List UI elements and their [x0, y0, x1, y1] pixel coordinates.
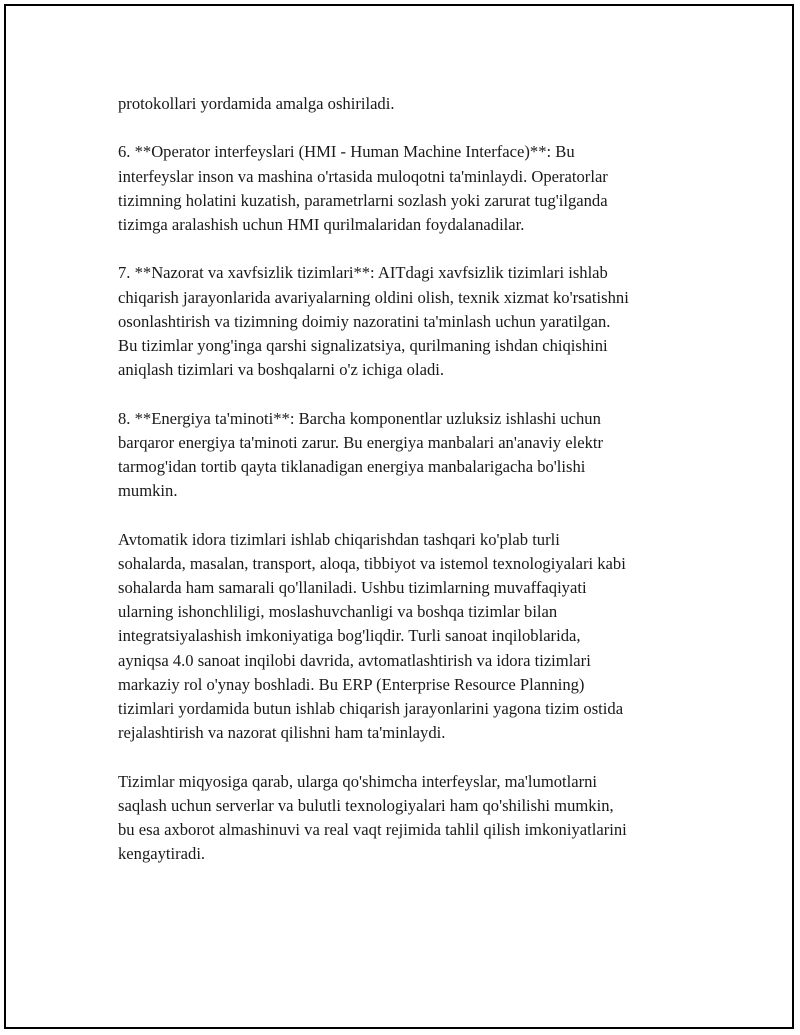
document-body [118, 92, 690, 891]
paragraph-scaling [118, 770, 690, 867]
text-line: tarmog'idan tortib qayta tiklanadigan energiya manbalarigacha bo'lishi [118, 457, 586, 476]
text-line: saqlash uchun serverlar va bulutli texnologiyalari ham qo'shilishi mumkin, [118, 795, 614, 815]
text-line: mumkin. [118, 481, 178, 501]
paragraph-operator-interfaces [118, 140, 690, 237]
paragraph-safety-systems [118, 261, 690, 382]
text-line: chiqarish jarayonlarida avariyalarning oldini olish, texnik xizmat ko'rsatishni [118, 287, 629, 307]
text-line: integratsiyalashish imkoniyatiga bog'liqdir. Turli sanoat inqiloblarida, [118, 626, 581, 646]
text-line: markaziy rol o'ynay boshladi. Bu ERP (Enterprise Resource Planning) [118, 674, 585, 694]
text-line: 7. **Nazorat va xavfsizlik tizimlari**: AITdagi xavfsizlik tizimlari ishlab [118, 263, 608, 283]
text-line: osonlashtirish va tizimning doimiy nazoratini ta'minlash uchun yaratilgan. [118, 311, 611, 331]
text-line: rejalashtirish va nazorat qilishni ham ta'minlaydi. [118, 723, 446, 743]
text-line: protokollari yordamida amalga oshiriladi. [118, 94, 395, 113]
text-line: Avtomatik idora tizimlari ishlab chiqarishdan tashqari ko'plab turli [118, 529, 560, 549]
text-line: 8. **Energiya ta'minoti**: Barcha komponentlar uzluksiz ishlashi uchun [118, 408, 601, 428]
text-line: kengaytiradi. [118, 844, 206, 864]
text-line: 6. **Operator interfeyslari (HMI - Human Machine Interface)**: Bu [118, 142, 575, 162]
text-line: aniqlash tizimlari va boshqalarni o'z ichiga oladi. [118, 360, 445, 380]
paragraph-continuation [118, 92, 690, 116]
text-line: sohalarda ham samarali qo'llaniladi. Ushbu tizimlarning muvaffaqiyati [118, 578, 587, 597]
text-line: tizimlari yordamida butun ishlab chiqarish jarayonlarini yagona tizim ostida [118, 699, 624, 719]
text-line: Bu tizimlar yong'inga qarshi signalizatsiya, qurilmaning ishdan chiqishini [118, 336, 608, 355]
text-line: sohalarda, masalan, transport, aloqa, tibbiyot va istemol texnologiyalari kabi [118, 553, 626, 573]
text-line: interfeyslar inson va mashina o'rtasida muloqotni ta'minlaydi. Operatorlar [118, 166, 608, 186]
text-line: tizimga aralashish uchun HMI qurilmalaridan foydalanadilar. [118, 215, 525, 234]
paragraph-applications [118, 528, 690, 746]
text-line: ularning ishonchliligi, moslashuvchanligi va boshqa tizimlar bilan [118, 602, 558, 622]
text-line: tizimning holatini kuzatish, parametrlarni sozlash yoki zarurat tug'ilganda [118, 190, 608, 210]
text-line: ayniqsa 4.0 sanoat inqilobi davrida, avtomatlashtirish va idora tizimlari [118, 650, 591, 670]
text-line: Tizimlar miqyosiga qarab, ularga qo'shimcha interfeyslar, ma'lumotlarni [118, 771, 598, 791]
text-line: barqaror energiya ta'minoti zarur. Bu energiya manbalari an'anaviy elektr [118, 432, 604, 452]
text-line: bu esa axborot almashinuvi va real vaqt rejimida tahlil qilish imkoniyatlarini [118, 820, 627, 840]
paragraph-energy-supply [118, 407, 690, 504]
